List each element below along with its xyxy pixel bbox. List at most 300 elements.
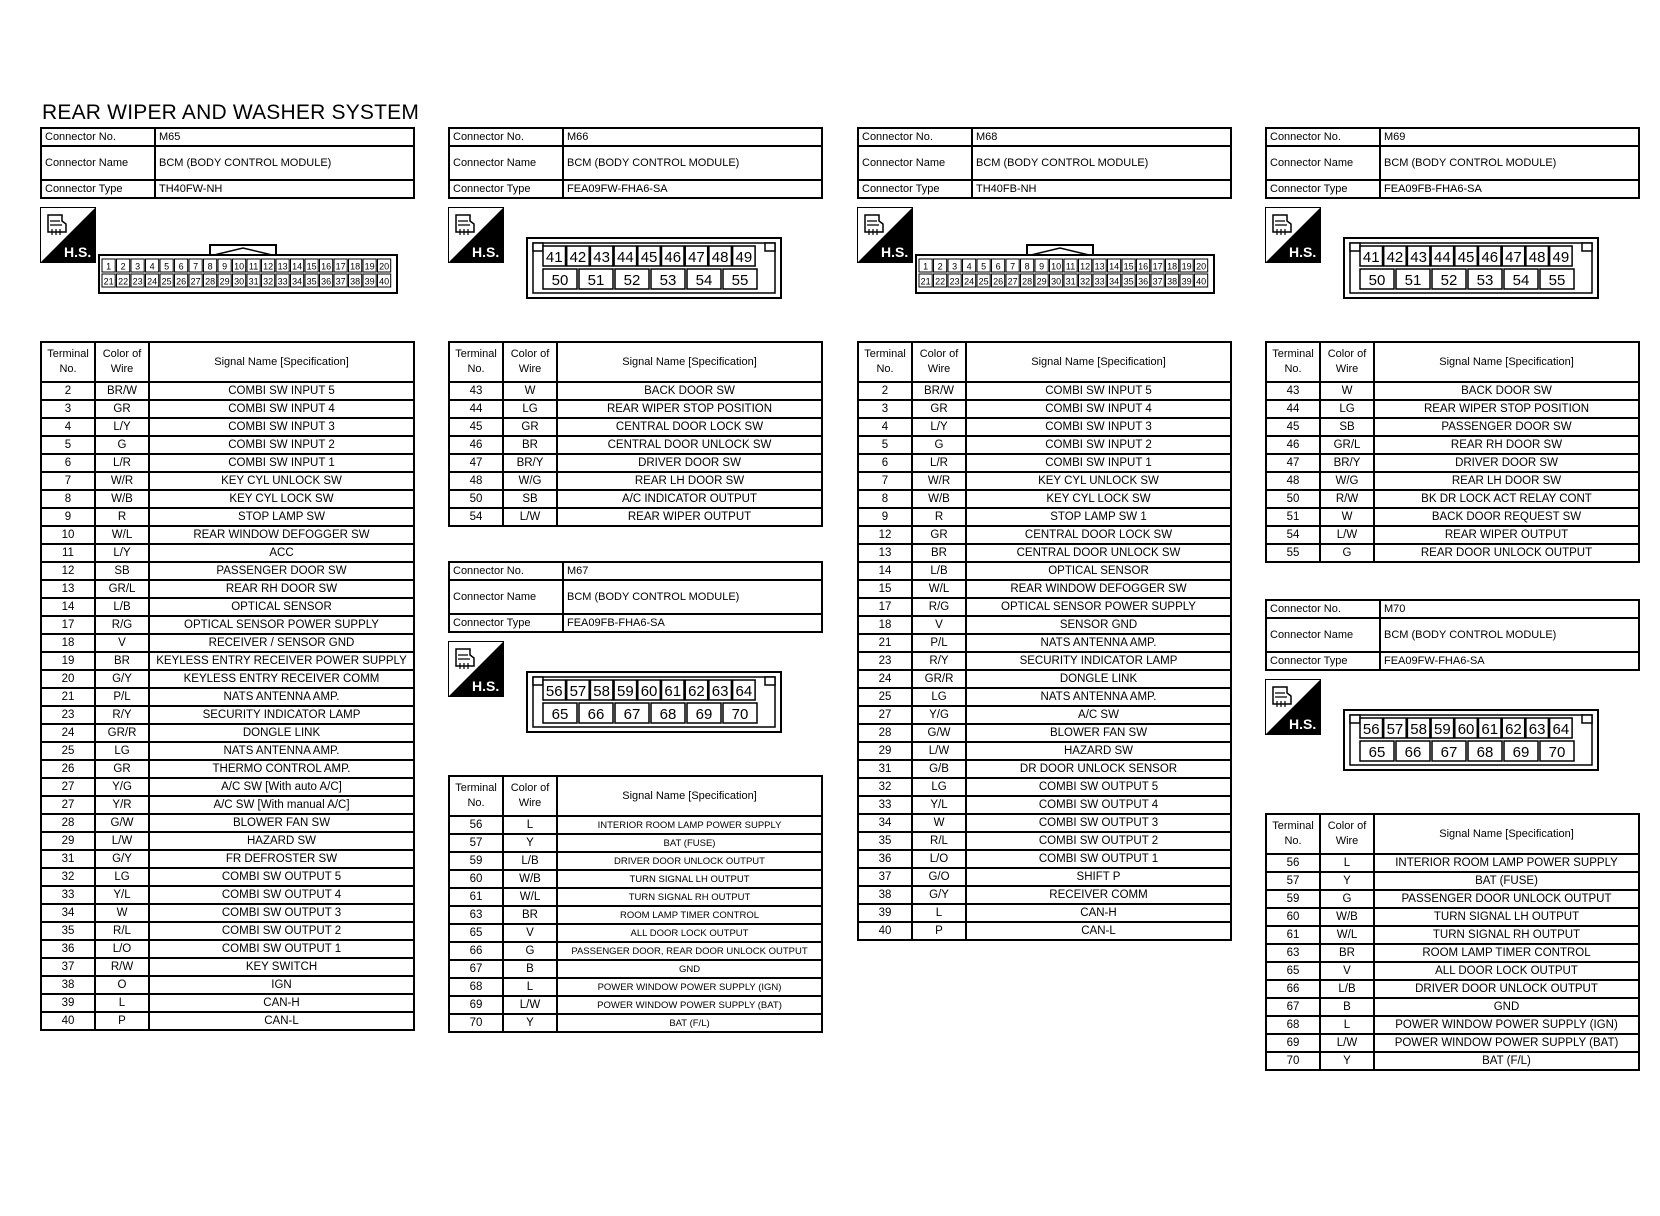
table-row bbox=[1266, 544, 1639, 562]
table-row bbox=[858, 616, 1231, 634]
terminal-no-cell: 31 bbox=[41, 850, 95, 868]
wire-color-cell: L/Y bbox=[912, 418, 966, 436]
terminal-no-cell: 15 bbox=[858, 580, 912, 598]
connector-info-m67 bbox=[448, 561, 823, 633]
wire-color-cell: P bbox=[95, 1012, 149, 1030]
terminal-no-cell: 21 bbox=[858, 634, 912, 652]
table-row bbox=[41, 400, 414, 418]
terminal-no-cell: 48 bbox=[1266, 472, 1320, 490]
signal-name-cell: BACK DOOR SW bbox=[557, 382, 822, 400]
pin-number: 46 bbox=[664, 249, 682, 266]
signal-name-cell: DONGLE LINK bbox=[149, 724, 414, 742]
pin-number: 55 bbox=[731, 272, 749, 289]
terminal-no-cell: 63 bbox=[1266, 944, 1320, 962]
pin-number: 20 bbox=[379, 261, 390, 272]
table-row bbox=[41, 706, 414, 724]
terminal-no-cell: 34 bbox=[41, 904, 95, 922]
signal-name-cell: PASSENGER DOOR SW bbox=[149, 562, 414, 580]
signal-name-cell: DRIVER DOOR SW bbox=[1374, 454, 1639, 472]
wire-color-cell: BR bbox=[1320, 944, 1374, 962]
table-row bbox=[449, 436, 822, 454]
table-row bbox=[41, 436, 414, 454]
signal-name-cell: A/C SW [With manual A/C] bbox=[149, 796, 414, 814]
terminal-no-cell: 25 bbox=[41, 742, 95, 760]
table-row bbox=[41, 454, 414, 472]
wire-color-cell: GR bbox=[95, 760, 149, 778]
pin-number: 62 bbox=[688, 683, 705, 700]
table-row bbox=[858, 688, 1231, 706]
connector-no-label: Connector No. bbox=[41, 128, 155, 146]
table-row bbox=[858, 760, 1231, 778]
terminal-no-cell: 2 bbox=[858, 382, 912, 400]
pin-number: 59 bbox=[1434, 721, 1451, 738]
connector-info-m65 bbox=[40, 127, 415, 199]
terminal-no-cell: 40 bbox=[41, 1012, 95, 1030]
wire-color-cell: L/B bbox=[503, 852, 557, 870]
terminal-no-cell: 14 bbox=[858, 562, 912, 580]
connector-type-label: Connector Type bbox=[1266, 652, 1380, 670]
table-row bbox=[449, 490, 822, 508]
signal-name-cell: BAT (FUSE) bbox=[1374, 872, 1639, 890]
pin-number: 44 bbox=[1434, 249, 1451, 266]
terminal-no-cell: 23 bbox=[41, 706, 95, 724]
harness-side-badge bbox=[40, 207, 96, 268]
terminal-no-cell: 27 bbox=[41, 778, 95, 796]
wire-color-cell: GR/L bbox=[1320, 436, 1374, 454]
signal-name-cell: REAR WIPER OUTPUT bbox=[1374, 526, 1639, 544]
wire-color-cell: L/B bbox=[1320, 980, 1374, 998]
terminal-no-cell: 36 bbox=[858, 850, 912, 868]
pin-number: 15 bbox=[1123, 261, 1134, 272]
connector-no-value: M70 bbox=[1380, 600, 1639, 618]
wire-color-cell: Y bbox=[503, 834, 557, 852]
signal-name-cell: INTERIOR ROOM LAMP POWER SUPPLY bbox=[1374, 854, 1639, 872]
pin-number: 43 bbox=[593, 249, 610, 266]
signal-name-header: Signal Name [Specification] bbox=[1374, 814, 1639, 854]
terminal-no-cell: 33 bbox=[858, 796, 912, 814]
wire-color-cell: W/B bbox=[503, 870, 557, 888]
terminal-no-cell: 39 bbox=[858, 904, 912, 922]
signal-name-cell: REAR WIPER STOP POSITION bbox=[1374, 400, 1639, 418]
wire-color-cell: BR bbox=[503, 436, 557, 454]
pin-number: 29 bbox=[219, 276, 230, 287]
signal-name-cell: CAN-H bbox=[149, 994, 414, 1012]
table-row bbox=[858, 598, 1231, 616]
wire-color-cell: L bbox=[912, 904, 966, 922]
wire-color-cell: W/B bbox=[912, 490, 966, 508]
table-row bbox=[858, 742, 1231, 760]
signal-name-cell: BLOWER FAN SW bbox=[966, 724, 1231, 742]
pin-number: 7 bbox=[193, 261, 199, 272]
connector-info-m69 bbox=[1265, 127, 1640, 199]
pin-number: 4 bbox=[149, 261, 155, 272]
pin-number: 40 bbox=[379, 276, 390, 287]
pin-number: 52 bbox=[623, 272, 641, 289]
terminal-no-cell: 24 bbox=[41, 724, 95, 742]
connector-name-value: BCM (BODY CONTROL MODULE) bbox=[1380, 618, 1639, 652]
connector-type-value: FEA09FW-FHA6-SA bbox=[1380, 652, 1639, 670]
connector-name-label: Connector Name bbox=[858, 146, 972, 180]
terminal-no-cell: 46 bbox=[449, 436, 503, 454]
terminal-no-cell: 43 bbox=[449, 382, 503, 400]
wire-color-cell: L bbox=[503, 978, 557, 996]
pin-number: 36 bbox=[321, 276, 332, 287]
terminal-no-cell: 59 bbox=[1266, 890, 1320, 908]
pin-number: 53 bbox=[659, 272, 677, 289]
wire-color-cell: L bbox=[503, 816, 557, 834]
terminal-no-cell: 65 bbox=[449, 924, 503, 942]
signal-name-cell: KEY CYL UNLOCK SW bbox=[149, 472, 414, 490]
harness-side-badge bbox=[857, 207, 913, 268]
table-row bbox=[449, 960, 822, 978]
pin-number: 50 bbox=[551, 272, 569, 289]
table-row bbox=[1266, 962, 1639, 980]
wire-color-cell: W/R bbox=[95, 472, 149, 490]
terminal-no-cell: 60 bbox=[449, 870, 503, 888]
hs-label: H.S. bbox=[64, 244, 92, 260]
wire-color-cell: G/O bbox=[912, 868, 966, 886]
pin-number: 69 bbox=[1512, 744, 1530, 761]
signal-name-cell: REAR DOOR UNLOCK OUTPUT bbox=[1374, 544, 1639, 562]
pin-number: 32 bbox=[263, 276, 274, 287]
connector-no-label: Connector No. bbox=[449, 128, 563, 146]
signal-name-cell: COMBI SW INPUT 3 bbox=[149, 418, 414, 436]
table-row bbox=[449, 978, 822, 996]
pin-number: 58 bbox=[1410, 721, 1427, 738]
pin-number: 63 bbox=[711, 683, 729, 700]
terminal-no-cell: 28 bbox=[41, 814, 95, 832]
table-row bbox=[449, 924, 822, 942]
wire-color-cell: BR/W bbox=[912, 382, 966, 400]
signal-name-cell: IGN bbox=[149, 976, 414, 994]
wire-color-cell: LG bbox=[95, 742, 149, 760]
signal-name-cell: HAZARD SW bbox=[149, 832, 414, 850]
signal-name-cell: PASSENGER DOOR, REAR DOOR UNLOCK OUTPUT bbox=[557, 942, 822, 960]
pin-number: 14 bbox=[292, 261, 303, 272]
wire-color-cell: G bbox=[503, 942, 557, 960]
terminal-no-cell: 32 bbox=[41, 868, 95, 886]
terminal-no-cell: 45 bbox=[449, 418, 503, 436]
wire-color-cell: LG bbox=[503, 400, 557, 418]
terminal-no-cell: 32 bbox=[858, 778, 912, 796]
wire-color-cell: L bbox=[95, 994, 149, 1012]
table-row bbox=[858, 832, 1231, 850]
wire-color-cell: G bbox=[912, 436, 966, 454]
connector-name-label: Connector Name bbox=[41, 146, 155, 180]
table-row bbox=[1266, 490, 1639, 508]
signal-name-cell: A/C SW [With auto A/C] bbox=[149, 778, 414, 796]
signal-name-header: Signal Name [Specification] bbox=[557, 776, 822, 816]
terminal-no-cell: 9 bbox=[41, 508, 95, 526]
signal-name-cell: CENTRAL DOOR UNLOCK SW bbox=[557, 436, 822, 454]
signal-name-cell: BACK DOOR REQUEST SW bbox=[1374, 508, 1639, 526]
pin-number: 20 bbox=[1196, 261, 1207, 272]
pin-number: 16 bbox=[321, 261, 332, 272]
terminal-no-cell: 3 bbox=[858, 400, 912, 418]
harness-side-badge bbox=[1265, 679, 1321, 740]
pin-number: 25 bbox=[978, 276, 989, 287]
signal-name-cell: SECURITY INDICATOR LAMP bbox=[149, 706, 414, 724]
table-row bbox=[1266, 908, 1639, 926]
signal-name-cell: COMBI SW OUTPUT 4 bbox=[149, 886, 414, 904]
wire-color-cell: O bbox=[95, 976, 149, 994]
signal-name-cell: CENTRAL DOOR LOCK SW bbox=[966, 526, 1231, 544]
table-row bbox=[41, 976, 414, 994]
table-row bbox=[41, 1012, 414, 1030]
table-row bbox=[858, 814, 1231, 832]
terminal-no-cell: 66 bbox=[449, 942, 503, 960]
wire-color-cell: LG bbox=[912, 778, 966, 796]
table-row bbox=[41, 796, 414, 814]
signal-name-cell: POWER WINDOW POWER SUPPLY (BAT) bbox=[557, 996, 822, 1014]
wire-color-cell: Y/L bbox=[95, 886, 149, 904]
signal-name-cell: BAT (F/L) bbox=[557, 1014, 822, 1032]
wire-color-cell: G/W bbox=[912, 724, 966, 742]
connector-name-label: Connector Name bbox=[1266, 146, 1380, 180]
table-row bbox=[41, 616, 414, 634]
terminal-no-cell: 54 bbox=[1266, 526, 1320, 544]
table-row bbox=[858, 706, 1231, 724]
terminal-no-cell: 35 bbox=[41, 922, 95, 940]
pin-number: 64 bbox=[735, 683, 753, 700]
table-row bbox=[858, 526, 1231, 544]
harness-side-badge bbox=[1265, 207, 1321, 268]
connector-name-label: Connector Name bbox=[449, 580, 563, 614]
pin-number: 43 bbox=[1410, 249, 1427, 266]
table-row bbox=[858, 724, 1231, 742]
wire-color-cell: P/L bbox=[912, 634, 966, 652]
signal-name-cell: NATS ANTENNA AMP. bbox=[149, 742, 414, 760]
pin-number: 39 bbox=[1181, 276, 1192, 287]
table-row bbox=[858, 634, 1231, 652]
connector-face-fea09 bbox=[1343, 709, 1599, 771]
table-row bbox=[449, 942, 822, 960]
pin-number: 34 bbox=[292, 276, 303, 287]
color-of-wire-header: Color of Wire bbox=[95, 342, 149, 382]
harness-side-icon bbox=[448, 641, 504, 697]
wire-color-cell: Y/G bbox=[912, 706, 966, 724]
wire-color-cell: G/Y bbox=[95, 670, 149, 688]
pin-number: 49 bbox=[1552, 249, 1570, 266]
signal-name-cell: POWER WINDOW POWER SUPPLY (IGN) bbox=[1374, 1016, 1639, 1034]
table-row bbox=[1266, 526, 1639, 544]
terminal-no-cell: 68 bbox=[449, 978, 503, 996]
wire-color-cell: L/B bbox=[95, 598, 149, 616]
terminal-no-cell: 44 bbox=[1266, 400, 1320, 418]
pin-number: 70 bbox=[1548, 744, 1566, 761]
pin-number: 24 bbox=[147, 276, 158, 287]
signal-name-cell: DRIVER DOOR UNLOCK OUTPUT bbox=[557, 852, 822, 870]
wire-color-cell: W/L bbox=[95, 526, 149, 544]
wire-color-cell: R/L bbox=[912, 832, 966, 850]
terminal-no-header: Terminal No. bbox=[1266, 814, 1320, 854]
terminal-table-m70 bbox=[1265, 813, 1640, 1071]
connector-no-label: Connector No. bbox=[1266, 600, 1380, 618]
signal-name-cell: NATS ANTENNA AMP. bbox=[149, 688, 414, 706]
table-row bbox=[41, 868, 414, 886]
pin-number: 10 bbox=[1051, 261, 1062, 272]
signal-name-cell: COMBI SW OUTPUT 4 bbox=[966, 796, 1231, 814]
wire-color-cell: L/O bbox=[912, 850, 966, 868]
wire-color-cell: W/G bbox=[1320, 472, 1374, 490]
hs-label: H.S. bbox=[472, 678, 500, 694]
table-row bbox=[1266, 508, 1639, 526]
wire-color-cell: GR/L bbox=[95, 580, 149, 598]
connector-type-value: FEA09FB-FHA6-SA bbox=[1380, 180, 1639, 198]
terminal-no-cell: 23 bbox=[858, 652, 912, 670]
terminal-table-m67 bbox=[448, 775, 823, 1033]
wire-color-cell: R/G bbox=[912, 598, 966, 616]
table-row bbox=[858, 418, 1231, 436]
connector-no-label: Connector No. bbox=[1266, 128, 1380, 146]
wire-color-cell: G/B bbox=[912, 760, 966, 778]
table-row bbox=[1266, 872, 1639, 890]
table-row bbox=[41, 526, 414, 544]
wire-color-cell: W bbox=[1320, 382, 1374, 400]
wire-color-cell: L bbox=[1320, 854, 1374, 872]
pin-number: 12 bbox=[263, 261, 274, 272]
hs-label: H.S. bbox=[881, 244, 909, 260]
pin-number: 49 bbox=[735, 249, 753, 266]
wire-color-cell: G bbox=[1320, 890, 1374, 908]
table-row bbox=[449, 508, 822, 526]
signal-name-cell: STOP LAMP SW 1 bbox=[966, 508, 1231, 526]
harness-side-icon bbox=[1265, 207, 1321, 263]
wire-color-cell: R bbox=[95, 508, 149, 526]
pin-number: 11 bbox=[1065, 261, 1076, 272]
terminal-no-cell: 67 bbox=[449, 960, 503, 978]
signal-name-cell: SHIFT P bbox=[966, 868, 1231, 886]
connector-column-m68 bbox=[857, 127, 1232, 941]
table-row bbox=[1266, 400, 1639, 418]
pin-number: 41 bbox=[1362, 249, 1380, 266]
connector-column-m69-m70 bbox=[1265, 127, 1640, 1071]
terminal-no-cell: 48 bbox=[449, 472, 503, 490]
table-row bbox=[858, 508, 1231, 526]
table-row bbox=[1266, 472, 1639, 490]
pin-number: 10 bbox=[234, 261, 245, 272]
terminal-no-cell: 8 bbox=[41, 490, 95, 508]
pin-number: 27 bbox=[190, 276, 201, 287]
harness-side-icon bbox=[448, 207, 504, 263]
wire-color-cell: W bbox=[1320, 508, 1374, 526]
table-row bbox=[41, 922, 414, 940]
table-row bbox=[1266, 944, 1639, 962]
terminal-no-cell: 61 bbox=[1266, 926, 1320, 944]
color-of-wire-header: Color of Wire bbox=[912, 342, 966, 382]
table-row bbox=[41, 598, 414, 616]
terminal-no-cell: 35 bbox=[858, 832, 912, 850]
wire-color-cell: R bbox=[912, 508, 966, 526]
connector-column-m65 bbox=[40, 127, 415, 1031]
terminal-no-cell: 13 bbox=[41, 580, 95, 598]
pin-number: 42 bbox=[569, 249, 587, 266]
table-row bbox=[858, 922, 1231, 940]
table-row bbox=[41, 688, 414, 706]
pin-number: 54 bbox=[1512, 272, 1530, 289]
signal-name-cell: CAN-L bbox=[966, 922, 1231, 940]
table-row bbox=[449, 870, 822, 888]
pin-number: 55 bbox=[1548, 272, 1566, 289]
pin-number: 19 bbox=[364, 261, 375, 272]
pin-number: 17 bbox=[1152, 261, 1163, 272]
wire-color-cell: L/Y bbox=[95, 544, 149, 562]
wire-color-cell: Y bbox=[503, 1014, 557, 1032]
table-row bbox=[858, 886, 1231, 904]
wire-color-cell: G/W bbox=[95, 814, 149, 832]
pin-number: 9 bbox=[1039, 261, 1045, 272]
wire-color-cell: Y/G bbox=[95, 778, 149, 796]
pin-number: 26 bbox=[993, 276, 1004, 287]
pin-number: 21 bbox=[920, 276, 931, 287]
signal-name-cell: KEYLESS ENTRY RECEIVER COMM bbox=[149, 670, 414, 688]
table-row bbox=[41, 634, 414, 652]
wire-color-cell: BR bbox=[95, 652, 149, 670]
signal-name-cell: COMBI SW OUTPUT 2 bbox=[966, 832, 1231, 850]
terminal-no-cell: 3 bbox=[41, 400, 95, 418]
wire-color-cell: GR bbox=[95, 400, 149, 418]
signal-name-cell: COMBI SW INPUT 2 bbox=[966, 436, 1231, 454]
wire-color-cell: L bbox=[1320, 1016, 1374, 1034]
pin-number: 61 bbox=[1481, 721, 1499, 738]
color-of-wire-header: Color of Wire bbox=[503, 342, 557, 382]
wire-color-cell: W/L bbox=[1320, 926, 1374, 944]
connector-diagram-m70 bbox=[1265, 671, 1640, 813]
table-row bbox=[858, 868, 1231, 886]
table-row bbox=[1266, 1034, 1639, 1052]
table-row bbox=[41, 382, 414, 400]
pin-number: 8 bbox=[207, 261, 213, 272]
table-row bbox=[41, 724, 414, 742]
connector-type-value: TH40FB-NH bbox=[972, 180, 1231, 198]
terminal-no-cell: 50 bbox=[449, 490, 503, 508]
wire-color-cell: L/R bbox=[95, 454, 149, 472]
signal-name-cell: TURN SIGNAL LH OUTPUT bbox=[557, 870, 822, 888]
table-row bbox=[449, 816, 822, 834]
wire-color-cell: Y/L bbox=[912, 796, 966, 814]
pin-number: 14 bbox=[1109, 261, 1120, 272]
signal-name-cell: TURN SIGNAL RH OUTPUT bbox=[557, 888, 822, 906]
signal-name-cell: RECEIVER COMM bbox=[966, 886, 1231, 904]
terminal-no-cell: 11 bbox=[41, 544, 95, 562]
pin-number: 40 bbox=[1196, 276, 1207, 287]
connector-name-value: BCM (BODY CONTROL MODULE) bbox=[155, 146, 414, 180]
wire-color-cell: P/L bbox=[95, 688, 149, 706]
signal-name-cell: COMBI SW INPUT 5 bbox=[149, 382, 414, 400]
wire-color-cell: V bbox=[912, 616, 966, 634]
pin-number: 29 bbox=[1036, 276, 1047, 287]
pin-number: 47 bbox=[1505, 249, 1522, 266]
connector-type-label: Connector Type bbox=[41, 180, 155, 198]
signal-name-cell: COMBI SW OUTPUT 2 bbox=[149, 922, 414, 940]
pin-number: 60 bbox=[1457, 721, 1475, 738]
wire-color-cell: BR/Y bbox=[503, 454, 557, 472]
table-row bbox=[41, 742, 414, 760]
wire-color-cell: R/W bbox=[1320, 490, 1374, 508]
pin-number: 31 bbox=[1065, 276, 1076, 287]
table-row bbox=[41, 760, 414, 778]
pin-number: 45 bbox=[640, 249, 658, 266]
terminal-no-cell: 65 bbox=[1266, 962, 1320, 980]
page-title: REAR WIPER AND WASHER SYSTEM bbox=[42, 101, 420, 124]
terminal-no-cell: 4 bbox=[858, 418, 912, 436]
pin-number: 38 bbox=[1167, 276, 1178, 287]
table-row bbox=[1266, 890, 1639, 908]
terminal-no-cell: 38 bbox=[858, 886, 912, 904]
terminal-no-cell: 5 bbox=[858, 436, 912, 454]
table-row bbox=[41, 832, 414, 850]
pin-number: 61 bbox=[664, 683, 682, 700]
